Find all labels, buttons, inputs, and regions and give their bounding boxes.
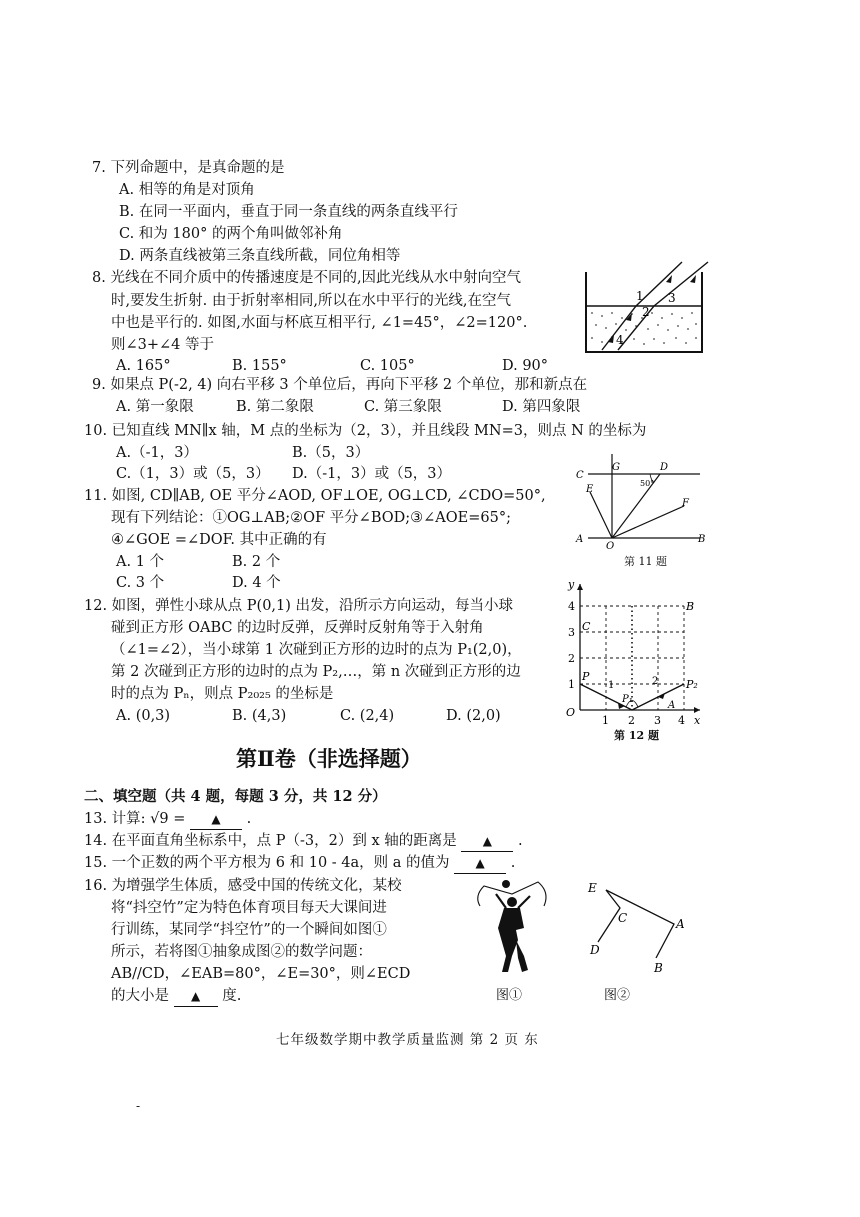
q7-option-b: B. 在同一平面内，垂直于同一条直线的两条直线平行 — [119, 204, 458, 220]
q12-figure — [560, 574, 710, 734]
q12-line-5: 时的点为 Pₙ，则点 P₂₀₂₅ 的坐标是 — [111, 686, 334, 702]
q12-tick-y-3: 3 — [568, 626, 575, 639]
q12-angle-1: 1 — [608, 680, 615, 691]
q11-line-2: 现有下列结论：①OG⊥AB;②OF 平分∠BOD;③∠AOE=65°; — [111, 510, 511, 526]
q11-option-c: C. 3 个 — [116, 575, 165, 591]
q8-angle-label-3: 3 — [668, 291, 676, 305]
q16-figure-1-caption: 图① — [496, 988, 523, 1003]
q11-label-b: B — [698, 534, 706, 545]
q13-line: 13. 计算: √9 = ▲ . — [84, 809, 251, 830]
q16-answer-blank — [174, 986, 218, 1007]
q11-option-b: B. 2 个 — [232, 554, 281, 570]
q12-point-p2: P₂ — [686, 678, 698, 691]
q16-blank-mark: ▲ — [190, 989, 201, 1003]
q8-line-2: 时,要发生折射. 由于折射率相同,所以在水中平行的光线,在空气 — [111, 293, 512, 309]
q8-beaker-figure — [578, 258, 718, 358]
q8-angle-label-2: 2 — [642, 305, 650, 319]
q10-option-b: B.（5，3） — [292, 445, 370, 461]
q11-label-g: G — [612, 462, 620, 473]
q11-option-a: A. 1 个 — [116, 554, 165, 570]
q8-line-3: 中也是平行的. 如图,水面与杯底互相平行, ∠1=45°，∠2=120°. — [111, 315, 528, 331]
q11-label-d: D — [660, 462, 669, 473]
q10-option-c: C.（1，3）或（5，3） — [116, 466, 270, 482]
q12-origin-label: O — [566, 706, 576, 719]
q16-figure-2-geometry — [578, 876, 698, 980]
fill-in-section-heading: 二、填空题（共 4 题，每题 3 分，共 12 分） — [84, 788, 387, 805]
q12-option-b: B. (4,3) — [232, 708, 287, 724]
part2-title: 第Ⅱ卷（非选择题） — [236, 746, 422, 771]
q12-tick-x-1: 1 — [602, 714, 609, 727]
q14-blank-mark: ▲ — [482, 834, 492, 848]
q13-stem: 13. 计算: √9 = — [84, 811, 186, 827]
q8-line-4: 则∠3+∠4 等于 — [111, 337, 215, 353]
q11-label-c: C — [576, 470, 584, 481]
q14-line: 14. 在平面直角坐标系中，点 P（-3，2）到 x 轴的距离是 ▲ . — [84, 831, 523, 852]
q11-option-d: D. 4 个 — [232, 575, 281, 591]
q7-option-d: D. 两条直线被第三条直线所截，同位角相等 — [119, 248, 401, 264]
q16-line-3: 行训练，某同学“抖空竹”的一个瞬间如图① — [111, 922, 387, 938]
q16-label-a: A — [676, 917, 685, 931]
q9-option-b: B. 第二象限 — [236, 399, 314, 415]
q12-line-2: 碰到正方形 OABC 的边时反弹，反弹时反射角等于入射角 — [111, 620, 484, 636]
q9-option-d: D. 第四象限 — [502, 399, 581, 415]
q8-line-1: 8. 光线在不同介质中的传播速度是不同的,因此光线从水中射向空气 — [92, 270, 522, 286]
q7-option-c: C. 和为 180° 的两个角叫做邻补角 — [119, 226, 343, 242]
q15-answer-blank — [454, 853, 506, 874]
q12-line-4: 第 2 次碰到正方形的边时的点为 P₂,…，第 n 次碰到正方形的边 — [111, 664, 521, 680]
q9-option-c: C. 第三象限 — [364, 399, 442, 415]
q11-figure — [568, 450, 708, 550]
q8-angle-label-1: 1 — [636, 289, 644, 303]
q12-axis-y-label: y — [568, 578, 575, 591]
q16-label-d: D — [590, 943, 600, 957]
q10-stem: 10. 已知直线 MN∥x 轴，M 点的坐标为（2，3），并且线段 MN=3，则点 N 的坐标为 — [84, 423, 647, 439]
q11-caption: 第 11 题 — [624, 555, 667, 568]
q14-answer-blank — [461, 831, 513, 852]
q16-figure-2-caption: 图② — [604, 988, 631, 1003]
q12-caption: 第 12 题 — [614, 729, 659, 742]
q8-option-c: C. 105° — [360, 358, 415, 374]
q15-line: 15. 一个正数的两个平方根为 6 和 10 - 4a，则 a 的值为 ▲ . — [84, 853, 515, 874]
q12-tick-x-2: 2 — [628, 714, 635, 727]
q15-stem: 15. 一个正数的两个平方根为 6 和 10 - 4a，则 a 的值为 — [84, 855, 450, 871]
q11-label-f: F — [682, 498, 689, 509]
q16-label-e: E — [588, 881, 597, 895]
q12-tick-y-1: 1 — [568, 678, 575, 691]
q12-point-p1: P₁ — [622, 694, 633, 705]
q12-point-a: A — [668, 700, 676, 711]
q9-option-a: A. 第一象限 — [116, 399, 194, 415]
q16-line-1: 16. 为增强学生体质，感受中国的传统文化，某校 — [84, 878, 402, 894]
q12-tick-y-4: 4 — [568, 600, 575, 613]
q8-option-d: D. 90° — [502, 358, 549, 374]
stray-mark: - — [136, 1099, 141, 1113]
q12-option-a: A. (0,3) — [116, 708, 171, 724]
q13-answer-blank — [190, 809, 242, 830]
q11-line-1: 11. 如图, CD∥AB, OE 平分∠AOD, OF⊥OE, OG⊥CD, ∠CDO=50°, — [84, 488, 546, 504]
q12-angle-2: 2 — [652, 676, 659, 687]
q11-label-o: O — [606, 541, 615, 550]
q12-option-d: D. (2,0) — [446, 708, 501, 724]
q16-line-5: AB//CD，∠EAB=80°，∠E=30°，则∠ECD — [111, 966, 411, 982]
q11-label-a: A — [576, 534, 584, 545]
q16-stem-end: 的大小是 — [111, 988, 169, 1004]
q10-option-a: A.（-1，3） — [116, 445, 198, 461]
q7-stem: 7. 下列命题中，是真命题的是 — [92, 160, 285, 176]
q12-tick-x-4: 4 — [678, 714, 685, 727]
q12-point-c: C — [582, 620, 591, 633]
q9-stem: 9. 如果点 P(-2, 4) 向右平移 3 个单位后，再向下平移 2 个单位，那和新点在 — [92, 377, 588, 393]
q15-blank-mark: ▲ — [475, 856, 485, 870]
q8-option-a: A. 165° — [116, 358, 171, 374]
q14-stem: 14. 在平面直角坐标系中，点 P（-3，2）到 x 轴的距离是 — [84, 833, 457, 849]
q12-point-p: P — [582, 670, 590, 683]
q13-blank-mark: ▲ — [211, 812, 221, 826]
q12-line-3: （∠1=∠2），当小球第 1 次碰到正方形的边时的点为 P₁(2,0)， — [111, 642, 522, 658]
q11-label-angle: 50° — [640, 479, 655, 488]
q12-point-b: B — [686, 600, 695, 613]
q12-option-c: C. (2,4) — [340, 708, 395, 724]
q10-option-d: D.（-1，3）或（5，3） — [292, 466, 452, 482]
q11-label-e: E — [586, 484, 594, 495]
q8-option-b: B. 155° — [232, 358, 287, 374]
q16-label-c: C — [618, 911, 628, 925]
q16-line-2: 将“抖空竹”定为特色体育项目每天大课间进 — [111, 900, 387, 916]
q12-tick-y-2: 2 — [568, 652, 575, 665]
q16-figure-1-diabolo-player — [468, 876, 558, 980]
q8-angle-label-4: 4 — [616, 333, 624, 347]
q16-line-6 — [111, 986, 241, 1007]
q16-unit: 度. — [222, 988, 242, 1004]
q12-tick-x-3: 3 — [654, 714, 661, 727]
q16-line-4: 所示，若将图①抽象成图②的数学问题： — [111, 944, 372, 960]
q12-axis-x-label: x — [694, 714, 701, 727]
q12-line-1: 12. 如图，弹性小球从点 P(0,1) 出发，沿所示方向运动，每当小球 — [84, 598, 514, 614]
page-footer: 七年级数学期中教学质量监测 第 2 页 东 — [276, 1032, 539, 1048]
q7-option-a: A. 相等的角是对顶角 — [119, 182, 255, 198]
q16-label-b: B — [654, 961, 663, 975]
q11-line-3: ④∠GOE =∠DOF. 其中正确的有 — [111, 532, 327, 548]
